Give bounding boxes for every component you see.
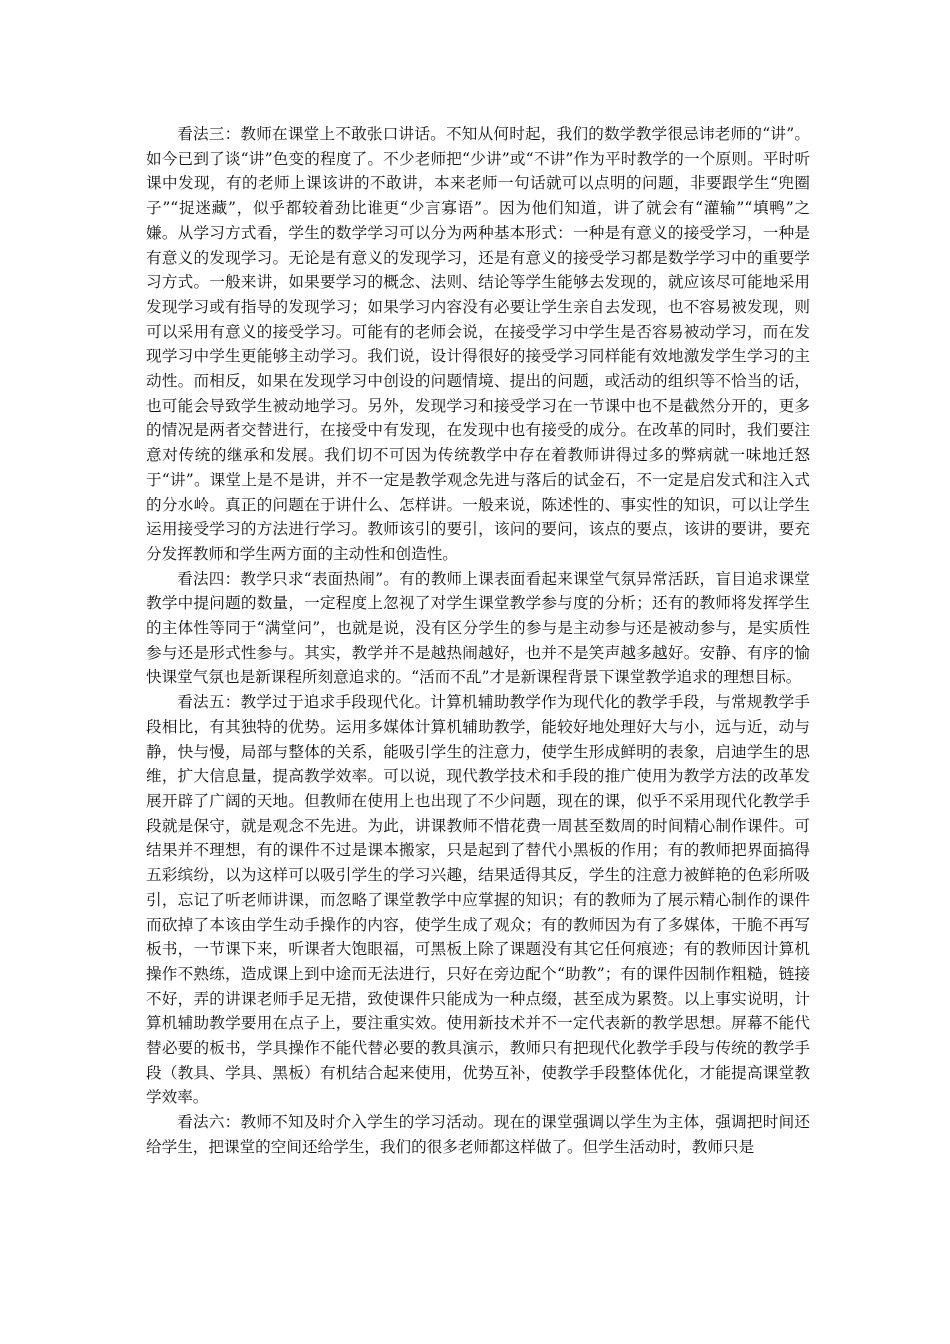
paragraph-view-five: 看法五：教学过于追求手段现代化。计算机辅助教学作为现代化的教学手段，与常规教学手段相比，有其独特的优势。运用多媒体计算机辅助教学，能较好地处理好大与小，远与近，动与静，快与慢，局部与整体的关系，能吸引学生的注意力，使学生形成鲜明的表象，启迪学生的思维，扩大信息量，提高教学效率。可以说，现代教学技术和手段的推广使用为教学方法的改革发展开辟了广阔的天地。但教师在使用上也出现了不少问题，现在的课，似乎不采用现代化教学手段就是保守，就是观念不先进。为此，讲课教师不惜花费一周甚至数周的时间精心制作课件。可结果并不理想，有的课件不过是课本搬家，只是起到了替代小黑板的作用；有的教师把界面搞得五彩缤纷，以为这样可以吸引学生的学习兴趣，结果适得其反，学生的注意力被鲜艳的色彩所吸引，忘记了听老师讲课，而忽略了课堂教学中应掌握的知识；有的教师为了展示精心制作的课件而砍掉了本该由学生动手操作的内容，使学生成了观众；有的教师因为有了多媒体，干脆不再写板书，一节课下来，听课者大饱眼福，可黑板上除了课题没有其它任何痕迹；有的教师因计算机操作不熟练，造成课上到中途而无法进行，只好在旁边配个“助教”；有的课件因制作粗糙，链接不好，弄的讲课老师手足无措，致使课件只能成为一种点缀，甚至成为累赘。以上事实说明，计算机辅助教学要用在点子上，要注重实效。使用新技术并不一定代表新的教学思想。屏幕不能代替必要的板书，学具操作不能代替必要的教具演示，教师只有把现代化教学手段与传统的教学手段（教具、学具、黑板）有机结合起来使用，优势互补，使教学手段整体优化，才能提高课堂教学效率。 (146, 693, 810, 1107)
paragraph-view-six: 看法六：教师不知及时介入学生的学习活动。现在的课堂强调以学生为主体，强调把时间还给学生，把课堂的空间还给学生，我们的很多老师都这样做了。但学生活动时，教师只是 (146, 1113, 810, 1156)
document-body (146, 122, 810, 1160)
paragraph-view-four: 看法四：教学只求“表面热闹”。有的教师上课表面看起来课堂气氛异常活跃，盲目追求课堂教学中提问题的数量，一定程度上忽视了对学生课堂教学参与度的分析；还有的教师将发挥学生的主体性等同于“满堂问”，也就是说，没有区分学生的参与是主动参与还是被动参与，是实质性参与还是形式性参与。其实，教学并不是越热闹越好，也并不是笑声越多越好。安静、有序的愉快课堂气氛也是新课程所刻意追求的。“活而不乱”才是新课程背景下课堂教学追求的理想目标。 (146, 569, 810, 687)
paragraph-view-three: 看法三：教师在课堂上不敢张口讲话。不知从何时起，我们的数学教学很忌讳老师的“讲”。如今已到了谈“讲”色变的程度了。不少老师把“少讲”或“不讲”作为平时教学的一个原则。平时听课中发现，有的老师上课该讲的不敢讲，本来老师一句话就可以点明的问题，非要跟学生“兜圈子”“捉迷藏”，似乎都较着劲比谁更“少言寡语”。因为他们知道，讲了就会有“灌输”“填鸭”之嫌。从学习方式看，学生的数学学习可以分为两种基本形式：一种是有意义的接受学习，一种是有意义的发现学习。无论是有意义的发现学习，还是有意义的接受学习都是数学学习中的重要学习方式。一般来讲，如果要学习的概念、法则、结论等学生能够去发现的，就应该尽可能地采用发现学习或有指导的发现学习；如果学习内容没有必要让学生亲自去发现，也不容易被发现，则可以采用有意义的接受学习。可能有的老师会说，在接受学习中学生是否容易被动学习，而在发现学习中学生更能够主动学习。我们说，设计得很好的接受学习同样能有效地激发学生学习的主动性。而相反，如果在发现学习中创设的问题情境、提出的问题，或活动的组织等不恰当的话，也可能会导致学生被动地学习。另外，发现学习和接受学习在一节课中也不是截然分开的，更多的情况是两者交替进行，在接受中有发现，在发现中也有接受的成分。在改革的同时，我们要注意对传统的继承和发展。我们切不可因为传统教学中存在着教师讲得过多的弊病就一味地迁怒于“讲”。课堂上是不是讲，并不一定是教学观念先进与落后的试金石，不一定是启发式和注入式的分水岭。真正的问题在于讲什么、怎样讲。一般来说，陈述性的、事实性的知识，可以让学生运用接受学习的方法进行学习。教师该引的要引，该问的要问，该点的要点，该讲的要讲，要充分发挥教师和学生两方面的主动性和创造性。 (146, 125, 810, 563)
